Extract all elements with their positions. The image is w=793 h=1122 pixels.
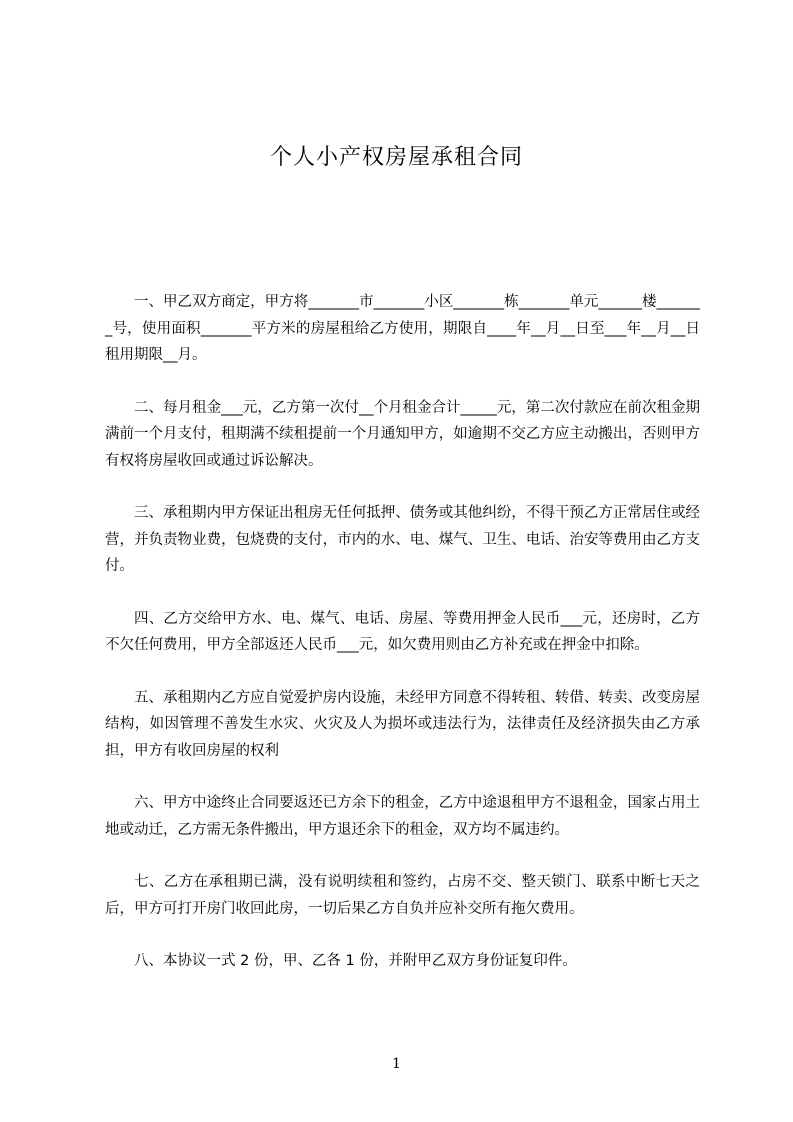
clause-3: 三、承租期内甲方保证出租房无任何抵押、债务或其他纠纷，不得干预乙方正常居住或经营，并负责物业费，包烧费的支付，市内的水、电、煤气、卫生、电话、治安等费用由乙方支付。 [105, 505, 700, 574]
clause-1: 一、甲乙双方商定，甲方将_______市_______小区_______栋_______单元______楼_______号，使用面积_______平方米的房屋租给乙方使用，期限自____年__月__日至___年__月__日租用期限__月。 [105, 294, 700, 363]
clause-8: 八、本协议一式 2 份，甲、乙各 1 份，并附甲乙双方身份证复印件。 [134, 953, 577, 969]
page-number: 1 [392, 1056, 401, 1072]
clause-6: 六、甲方中途终止合同要返还已方余下的租金，乙方中途退租甲方不退租金，国家占用土地或动迁，乙方需无条件搬出，甲方退还余下的租金，双方均不属违约。 [105, 795, 700, 838]
clause-2: 二、每月租金___元，乙方第一次付__个月租金合计_____元，第二次付款应在前次租金期满前一个月支付，租期满不续租提前一个月通知甲方，如逾期不交乙方应主动搬出，否则甲方有权将房屋收回或通过诉讼解决。 [105, 399, 700, 469]
clause-5: 五、承租期内乙方应自觉爱护房内设施，未经甲方同意不得转租、转借、转卖、改变房屋结构，如因管理不善发生水灾、火灾及人为损坏或违法行为，法律责任及经济损失由乙方承担，甲方有收回房屋的权利 [105, 689, 700, 759]
clause-4: 四、乙方交给甲方水、电、煤气、电话、房屋、等费用押金人民币___元，还房时，乙方不欠任何费用，甲方全部返还人民币___元，如欠费用则由乙方补充或在押金中扣除。 [105, 610, 700, 653]
document-title: 个人小产权房屋承租合同 [269, 145, 523, 170]
clause-7: 七、乙方在承租期已满，没有说明续租和签约，占房不交、整天锁门、联系中断七天之后，甲方可打开房门收回此房，一切后果乙方自负并应补交所有拖欠费用。 [105, 874, 700, 917]
contract-body [105, 289, 700, 1001]
